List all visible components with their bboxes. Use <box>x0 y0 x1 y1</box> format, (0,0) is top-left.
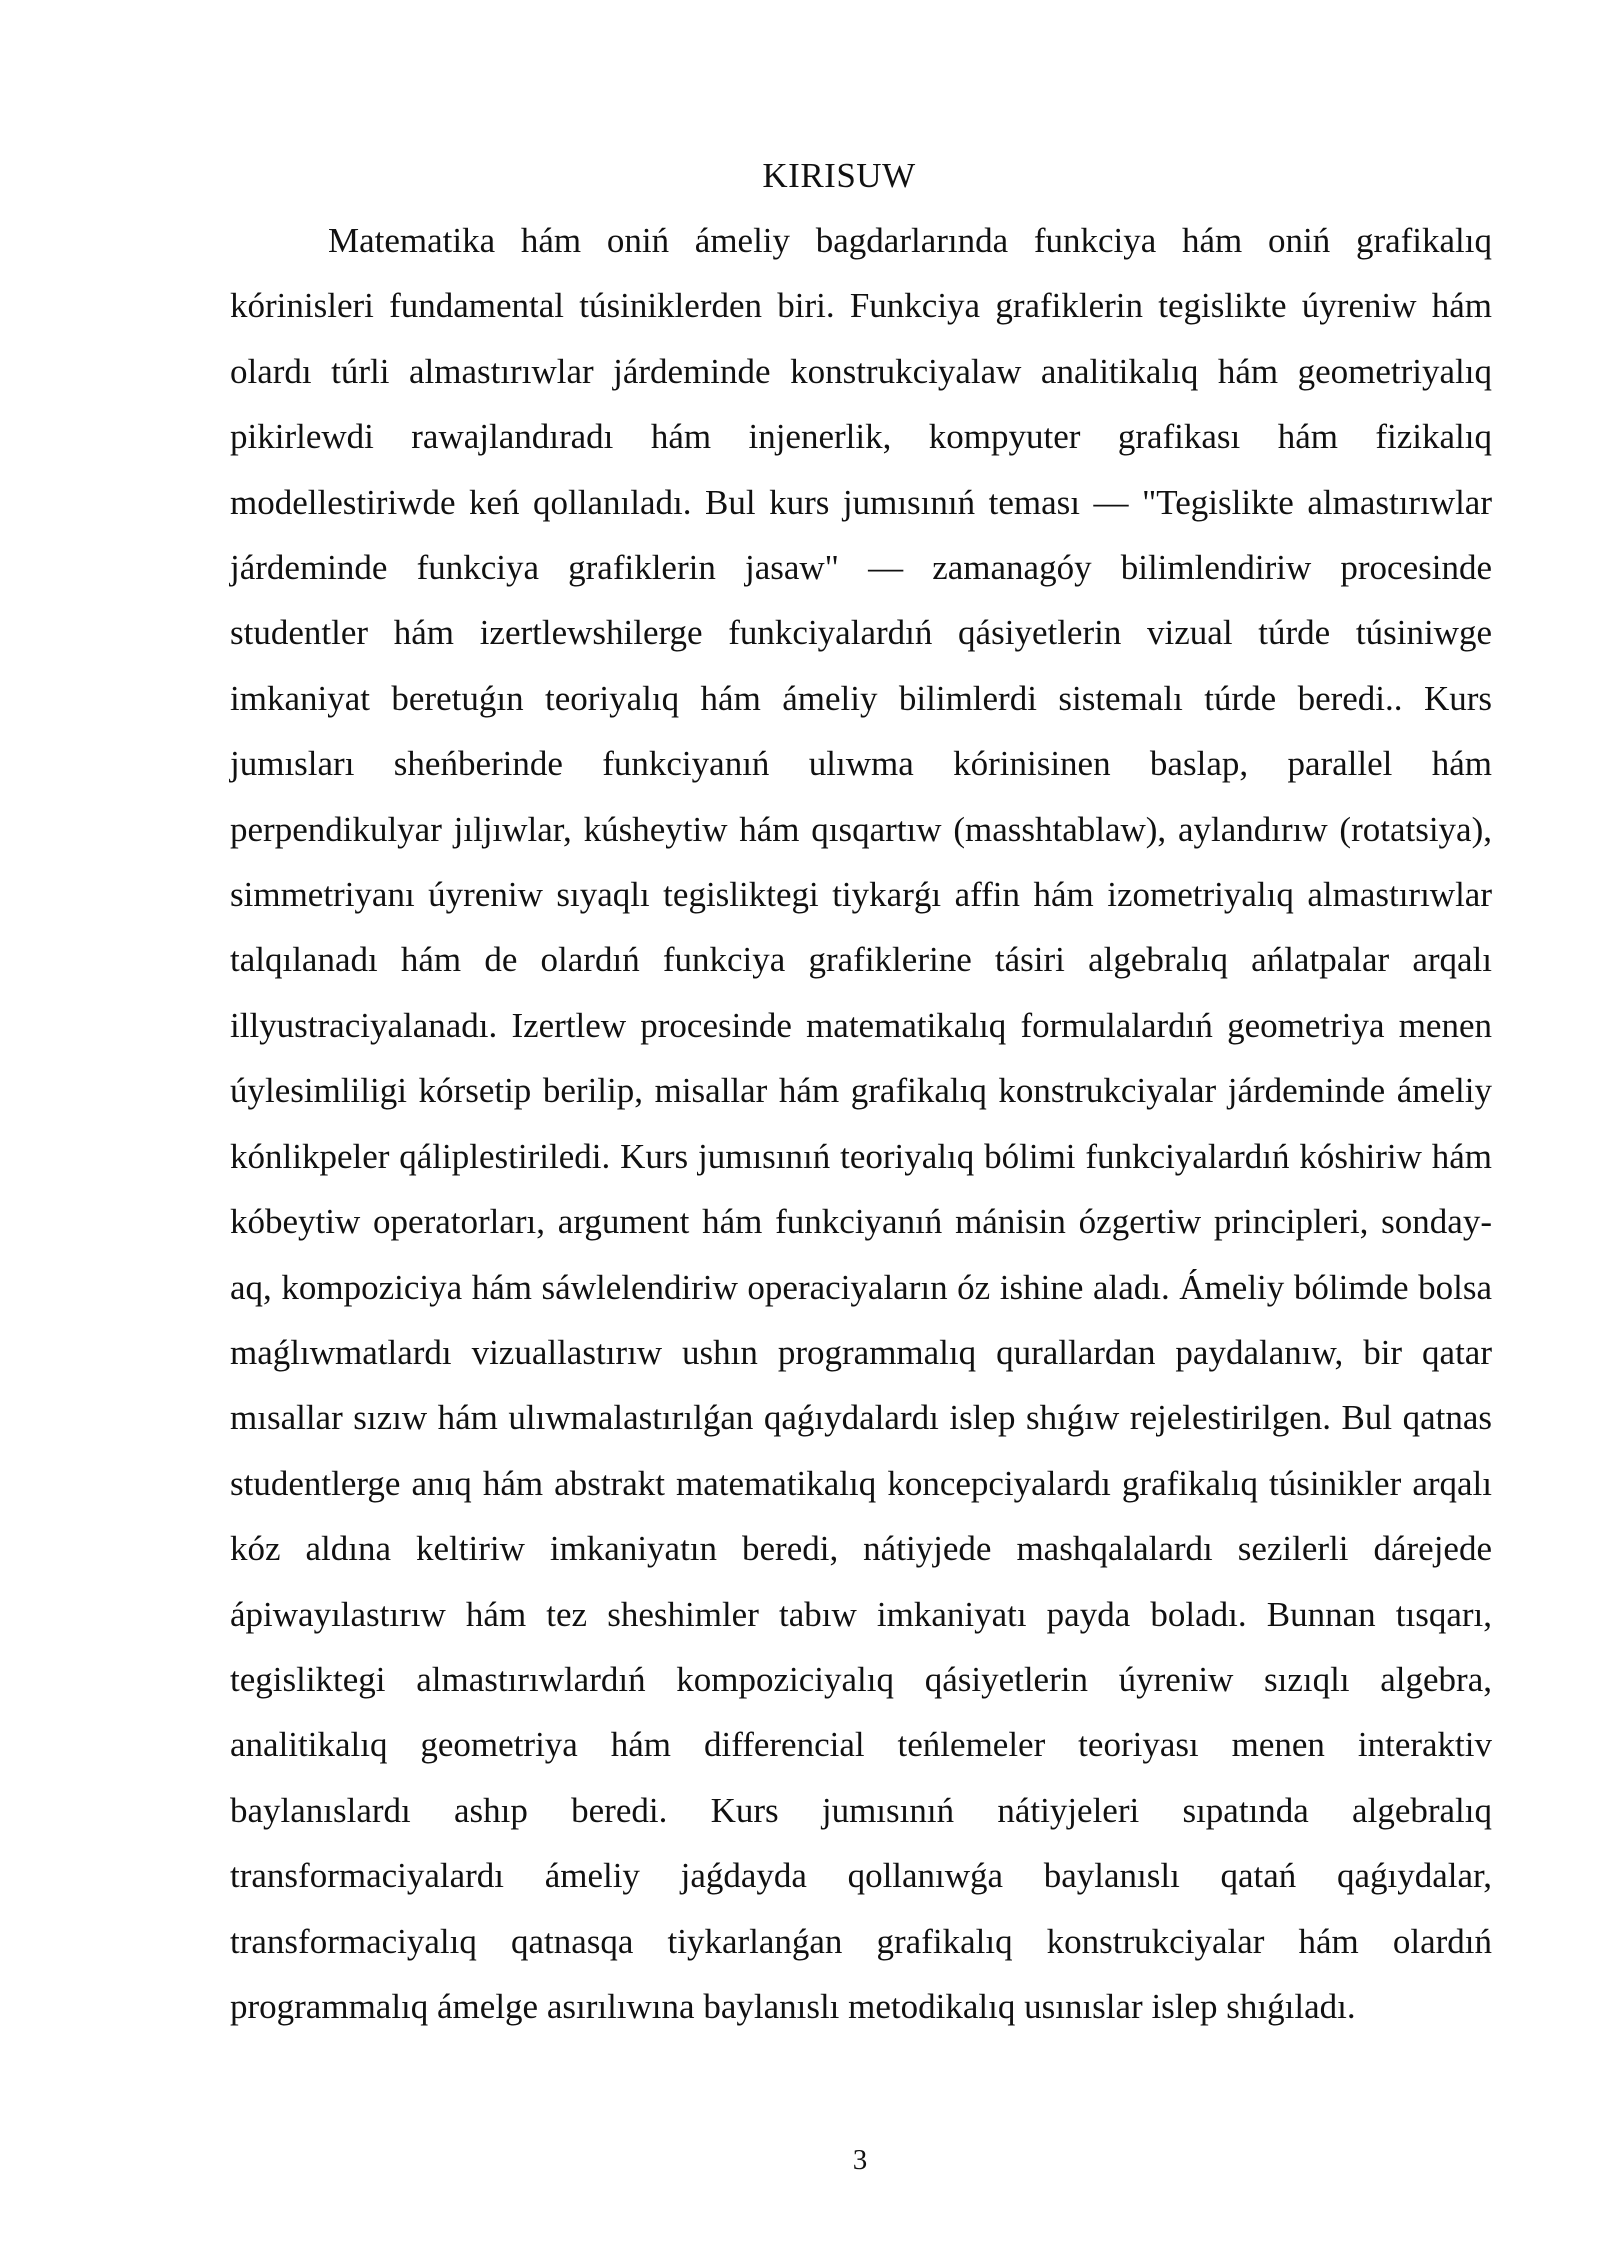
introduction-paragraph: Matematika hám oniń ámeliy bagdarlarında funkciya hám oniń grafikalıq kórinisleri fundamental túsiniklerden biri. Funkciya grafiklerin tegislikte úyreniw hám olardı túrli almastırıwlar járdeminde konstrukciyalaw analitikalıq hám geometriyalıq pikirlewdi rawajlandıradı hám injenerlik, kompyuter grafikası hám fizikalıq modellestiriwde keń qollanıladı. Bul kurs jumısınıń teması — "Tegislikte almastırıwlar járdeminde funkciya grafiklerin jasaw" — zamanagóy bilimlendiriw procesinde studentler hám izertlewshilerge funkciyalardıń qásiyetlerin vizual túrde túsiniwge imkaniyat beretuǵın teoriyalıq hám ámeliy bilimlerdi sistemalı túrde beredi.. Kurs jumısları sheńberinde funkciyanıń ulıwma kórinisinen baslap, parallel hám perpendikulyar jıljıwlar, kúsheytiw hám qısqartıw (masshtablaw), aylandırıw (rotatsiya), simmetriyanı úyreniw sıyaqlı tegisliktegi tiykarǵı affin hám izometriyalıq almastırıwlar talqılanadı hám de olardıń funkciya grafiklerine tásiri algebralıq ańlatpalar arqalı illyustraciyalanadı. Izertlew procesinde matematikalıq formulalardıń geometriya menen úylesimliligi kórsetip berilip, misallar hám grafikalıq konstrukciyalar járdeminde ámeliy kónlikpeler qáliplestiriledi. Kurs jumısınıń teoriyalıq bólimi funkciyalardıń kóshiriw hám kóbeytiw operatorları, argument hám funkciyanıń mánisin ózgertiw principleri, sonday-aq, kompoziciya hám sáwlelendiriw operaciyaların óz ishine aladı. Ámeliy bólimde bolsa maǵlıwmatlardı vizuallastırıw ushın programmalıq qurallardan paydalanıw, bir qatar mısallar sızıw hám ulıwmalastırılǵan qaǵıydalardı islep shıǵıw rejelestirilgen. Bul qatnas studentlerge anıq hám abstrakt matematikalıq koncepciyalardı grafikalıq túsinikler arqalı kóz aldına keltiriw imkaniyatın beredi, nátiyjede mashqalalardı sezilerli dárejede ápiwayılastırıw hám tez sheshimler tabıw imkaniyatı payda boladı. Bunnan tısqarı, tegisliktegi almastırıwlardıń kompoziciyalıq qásiyetlerin úyreniw sızıqlı algebra, analitikalıq geometriya hám differencial teńlemeler teoriyası menen interaktiv baylanıslardı ashıp beredi. Kurs jumısınıń nátiyjeleri sıpatında algebralıq transformaciyalardı ámeliy jaǵdayda qollanıwǵa baylanıslı qatań qaǵıydalar, transformaciyalıq qatnasqa tiykarlanǵan grafikalıq konstrukciyalar hám olardıń programmalıq ámelge asırılıwına baylanıslı metodikalıq usınıslar islep shıǵıladı. <box>230 221 1492 2026</box>
page-title: KIRISUW <box>762 156 916 195</box>
page-number: 3 <box>852 2144 868 2176</box>
